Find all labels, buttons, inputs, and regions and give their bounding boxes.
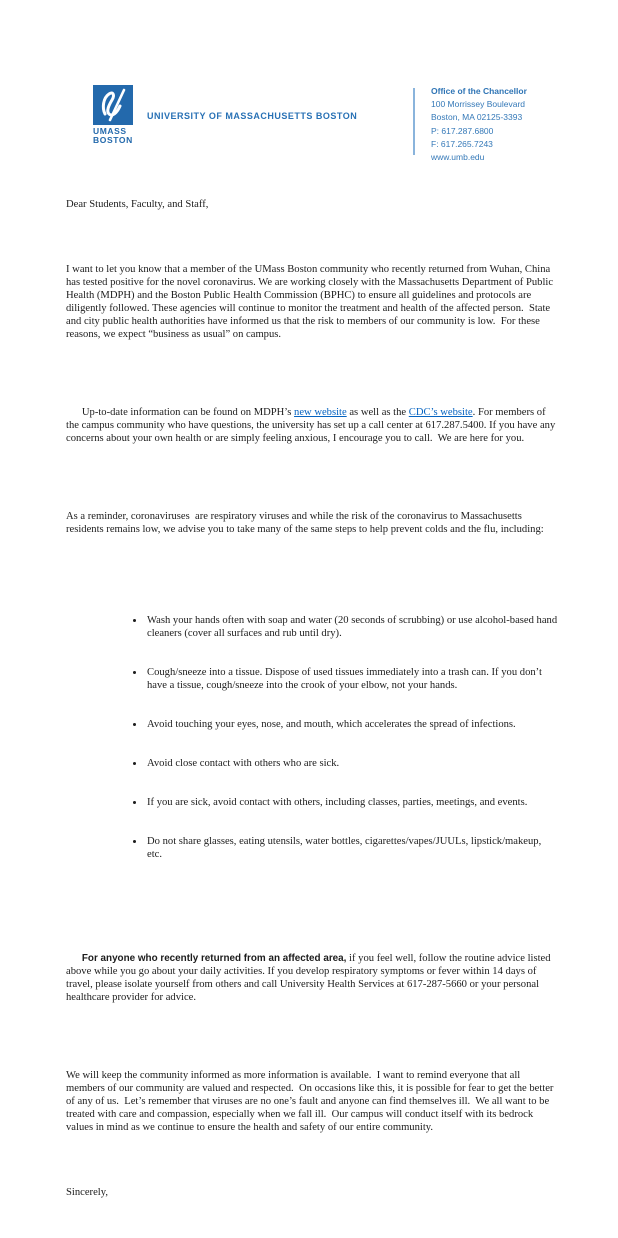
list-item: • Do not share glasses, eating utensils, water bottles, cigarettes/vapes/JUULs, lipstick/makeup, etc.: [145, 835, 558, 861]
cdc-website-link[interactable]: CDC’s website: [408, 407, 473, 418]
logo-umass-text: UMASS: [93, 126, 127, 136]
list-item: • If you are sick, avoid contact with others, including classes, parties, meetings, and events.: [145, 796, 558, 809]
contact-divider: [413, 88, 415, 155]
contact-block: [431, 85, 527, 164]
contact-phone: P: 617.287.6800: [431, 125, 494, 136]
paragraph-info-text: Up-to-date information can be found on MDPH’s: [81, 407, 295, 418]
travel-advice-text: if you feel well, follow the routine advice listed above while you go about your daily activities. If you develop respiratory symptoms or fever within 14 days of travel, please isolate yourself from others and call University Health Services at 617-287-5660 or your personal healthcare provider for advice.: [66, 953, 554, 1003]
salutation: Dear Students, Faculty, and Staff,: [66, 199, 209, 210]
paragraph-info-text: . For members of the campus community who have questions, the university has set up a call center at 617.287.5400. If you have any concerns about your own health or are simply feeling anxious, I encourage you to call. We are here for you.: [66, 407, 558, 444]
paragraph-announcement: I want to let you know that a member of the UMass Boston community who recently returned from Wuhan, China has tested positive for the novel coronavirus. We are working closely with the Massachusetts Department of Public Health (MDPH) and the Boston Public Health Commission (BPHC) to ensure all guidelines and protocols are diligently followed. These agencies will continue to monitor the treatment and health of the affected person. State and city public health authorities have informed us that the risk to members of our community is low. For these reasons, we expect “business as usual” on campus.: [66, 264, 556, 340]
list-item: • Cough/sneeze into a tissue. Dispose of used tissues immediately into a trash can. If you don’t have a tissue, cough/sneeze into the crook of your elbow, not your hands.: [145, 666, 558, 692]
list-item: • Avoid touching your eyes, nose, and mouth, which accelerates the spread of infections.: [145, 718, 558, 731]
list-item: • Avoid close contact with others who are sick.: [145, 757, 558, 770]
university-wordmark: UNIVERSITY OF MASSACHUSETTS BOSTON: [147, 111, 358, 121]
prevention-tips-list: [66, 588, 558, 887]
paragraph-info-text: as well as the: [346, 407, 409, 418]
list-item: • Wash your hands often with soap and water (20 seconds of scrubbing) or use alcohol-based hand cleaners (cover all surfaces and rub until dry).: [145, 614, 558, 640]
contact-website: www.umb.edu: [431, 152, 485, 163]
closing: Sincerely,: [66, 1187, 108, 1198]
paragraph-community-values: We will keep the community informed as more information is available. I want to remind everyone that all members of our community are valued and respected. On occasions like this, it is possible for fear to get the better of any of us. Let’s remember that viruses are no one’s fault and anyone can find themselves ill. We all want to be treated with care and compassion, especially when we fall ill. Our campus will conduct itself with its bedrock values in mind as we continue to ensure the health and safety of our entire community.: [66, 1070, 557, 1133]
paragraph-information: [66, 393, 558, 458]
umass-logo-icon: [93, 85, 133, 125]
mdph-new-website-link[interactable]: new website: [294, 407, 347, 418]
paragraph-travel-advice: [66, 939, 558, 1017]
logo-boston-text: BOSTON: [93, 135, 133, 145]
letter-body: [66, 172, 558, 1238]
contact-fax: F: 617.265.7243: [431, 138, 493, 149]
contact-office-title: Office of the Chancellor: [431, 86, 527, 96]
paragraph-reminder: As a reminder, coronaviruses are respiratory viruses and while the risk of the coronavirus to Massachusetts residents remains low, we advise you to take many of the same steps to help prevent colds and the flu, including:: [66, 511, 544, 535]
contact-address-line: 100 Morrissey Boulevard: [431, 99, 526, 110]
travel-advice-bold-lead: For anyone who recently returned from an affected area,: [81, 953, 347, 964]
contact-address-line: Boston, MA 02125-3393: [431, 112, 523, 123]
